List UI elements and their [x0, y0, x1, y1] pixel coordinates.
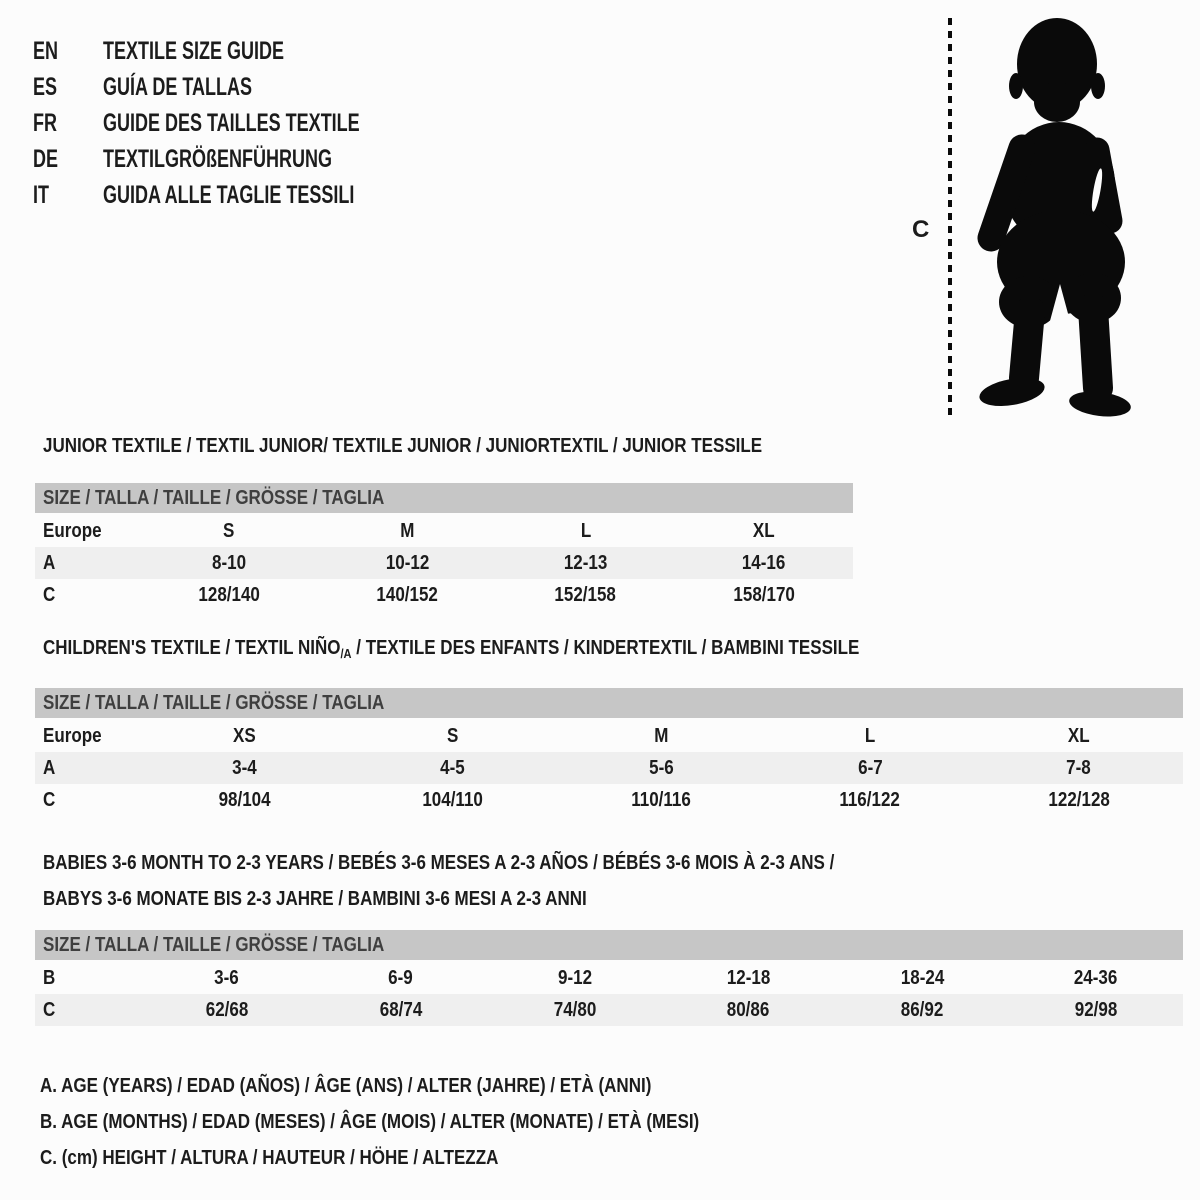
table-row-height-cm [35, 579, 853, 611]
babies-heading-line2: BABYS 3-6 MONATE BIS 2-3 JAHRE / BAMBINI 3-6 MESI A 2-3 ANNI [43, 887, 587, 910]
language-list [33, 33, 460, 213]
height-figure [912, 16, 1152, 421]
size-cell: XL [1067, 724, 1090, 747]
junior-section-heading [43, 434, 889, 458]
language-code: DE [33, 144, 59, 173]
age-cell: 3-6 [214, 966, 240, 989]
language-label: GUÍA DE TALLAS [103, 72, 252, 101]
table-row-age-months [35, 962, 1183, 994]
legend-text-b: B. AGE (MONTHS) / EDAD (MESES) / ÂGE (MOIS) / ALTER (MONATE) / ETÀ (MESI) [40, 1110, 700, 1133]
height-cell: 110/116 [631, 788, 692, 811]
height-cell: 128/140 [198, 583, 260, 606]
size-cell: M [654, 724, 669, 747]
age-cell: 18-24 [900, 966, 944, 989]
language-row-es [33, 69, 460, 105]
junior-size-table [35, 483, 853, 611]
size-cell: L [580, 519, 591, 542]
language-code: EN [33, 36, 59, 65]
size-header-text: SIZE / TALLA / TAILLE / GRÖSSE / TAGLIA [43, 933, 385, 956]
legend-line-c [40, 1140, 816, 1176]
toddler-silhouette [967, 16, 1142, 421]
children-section-heading [43, 637, 1003, 661]
height-cell: 116/122 [839, 788, 901, 811]
height-cell: 68/74 [379, 998, 423, 1021]
height-cell: 62/68 [205, 998, 249, 1021]
age-cell: 6-9 [388, 966, 414, 989]
children-heading-subscript: /A [340, 646, 352, 661]
language-code: IT [33, 180, 49, 209]
measure-legend [40, 1068, 816, 1176]
row-label: A [43, 551, 56, 574]
table-row-europe [35, 720, 1183, 752]
size-cell: L [864, 724, 876, 747]
age-cell: 12-18 [726, 966, 771, 989]
size-cell: S [223, 519, 235, 542]
language-row-de [33, 141, 460, 177]
language-label: TEXTILGRÖßENFÜHRUNG [103, 144, 332, 173]
height-cell: 158/170 [733, 583, 795, 606]
height-cell: 92/98 [1074, 998, 1118, 1021]
size-header-bar [35, 688, 1183, 718]
row-label: Europe [43, 519, 102, 542]
height-cell: 86/92 [900, 998, 944, 1021]
row-label: A [43, 756, 56, 779]
age-cell: 14-16 [742, 551, 786, 574]
babies-heading-line1: BABIES 3-6 MONTH TO 2-3 YEARS / BEBÉS 3-6 MESES A 2-3 AÑOS / BÉBÉS 3-6 MOIS À 2-3 ANS / [43, 851, 835, 874]
language-code: FR [33, 108, 57, 137]
age-cell: 3-4 [232, 756, 257, 779]
babies-section-heading [43, 845, 974, 917]
junior-heading-text: JUNIOR TEXTILE / TEXTIL JUNIOR/ TEXTILE JUNIOR / JUNIORTEXTIL / JUNIOR TESSILE [43, 434, 763, 457]
size-header-bar [35, 483, 853, 513]
age-cell: 4-5 [440, 756, 466, 779]
size-cell: S [447, 724, 459, 747]
height-cell: 98/104 [218, 788, 271, 811]
height-cell: 140/152 [376, 583, 439, 606]
height-cell: 122/128 [1047, 788, 1110, 811]
legend-text-a: A. AGE (YEARS) / EDAD (AÑOS) / ÂGE (ANS) / ALTER (JAHRE) / ETÀ (ANNI) [40, 1074, 652, 1097]
table-row-age-years [35, 547, 853, 579]
height-dashed-line [948, 18, 952, 415]
language-label: GUIDE DES TAILLES TEXTILE [103, 108, 360, 137]
age-cell: 6-7 [857, 756, 883, 779]
row-label: C [43, 998, 56, 1021]
age-cell: 9-12 [557, 966, 592, 989]
row-label: C [43, 583, 56, 606]
table-row-height-cm [35, 994, 1183, 1026]
size-header-text: SIZE / TALLA / TAILLE / GRÖSSE / TAGLIA [43, 691, 385, 714]
row-label: C [43, 788, 56, 811]
size-header-text: SIZE / TALLA / TAILLE / GRÖSSE / TAGLIA [43, 486, 385, 509]
language-label: TEXTILE SIZE GUIDE [103, 36, 285, 65]
legend-text-c: C. (cm) HEIGHT / ALTURA / HAUTEUR / HÖHE / ALTEZZA [40, 1146, 499, 1169]
size-cell: M [400, 519, 415, 542]
table-row-age-years [35, 752, 1183, 784]
size-cell: XS [232, 724, 256, 747]
size-header-bar [35, 930, 1183, 960]
children-size-table [35, 688, 1183, 816]
age-cell: 10-12 [385, 551, 430, 574]
table-row-europe [35, 515, 853, 547]
language-row-fr [33, 105, 460, 141]
age-cell: 5-6 [649, 756, 674, 779]
height-cell: 74/80 [553, 998, 596, 1021]
children-heading-text: CHILDREN'S TEXTILE / TEXTIL $NIÑO_{/A}$ / TEXTILE DES ENFANTS / KINDERTEXTIL / BAMBINI TESSILE [43, 637, 860, 661]
height-cell: 104/110 [422, 788, 484, 811]
size-cell: XL [753, 519, 775, 542]
language-row-it [33, 177, 460, 213]
language-row-en [33, 33, 460, 69]
age-cell: 24-36 [1074, 966, 1118, 989]
height-cell: 152/158 [554, 583, 617, 606]
legend-line-b [40, 1104, 816, 1140]
row-label: B [43, 966, 56, 989]
legend-line-a [40, 1068, 816, 1104]
language-code: ES [33, 72, 58, 101]
height-cell: 80/86 [727, 998, 770, 1021]
height-measure-label: C [912, 216, 930, 243]
table-row-height-cm [35, 784, 1183, 816]
age-cell: 8-10 [212, 551, 247, 574]
row-label: Europe [43, 724, 102, 747]
age-cell: 12-13 [563, 551, 608, 574]
language-label: GUIDA ALLE TAGLIE TESSILI [103, 180, 355, 209]
age-cell: 7-8 [1066, 756, 1091, 779]
babies-size-table [35, 930, 1183, 1026]
